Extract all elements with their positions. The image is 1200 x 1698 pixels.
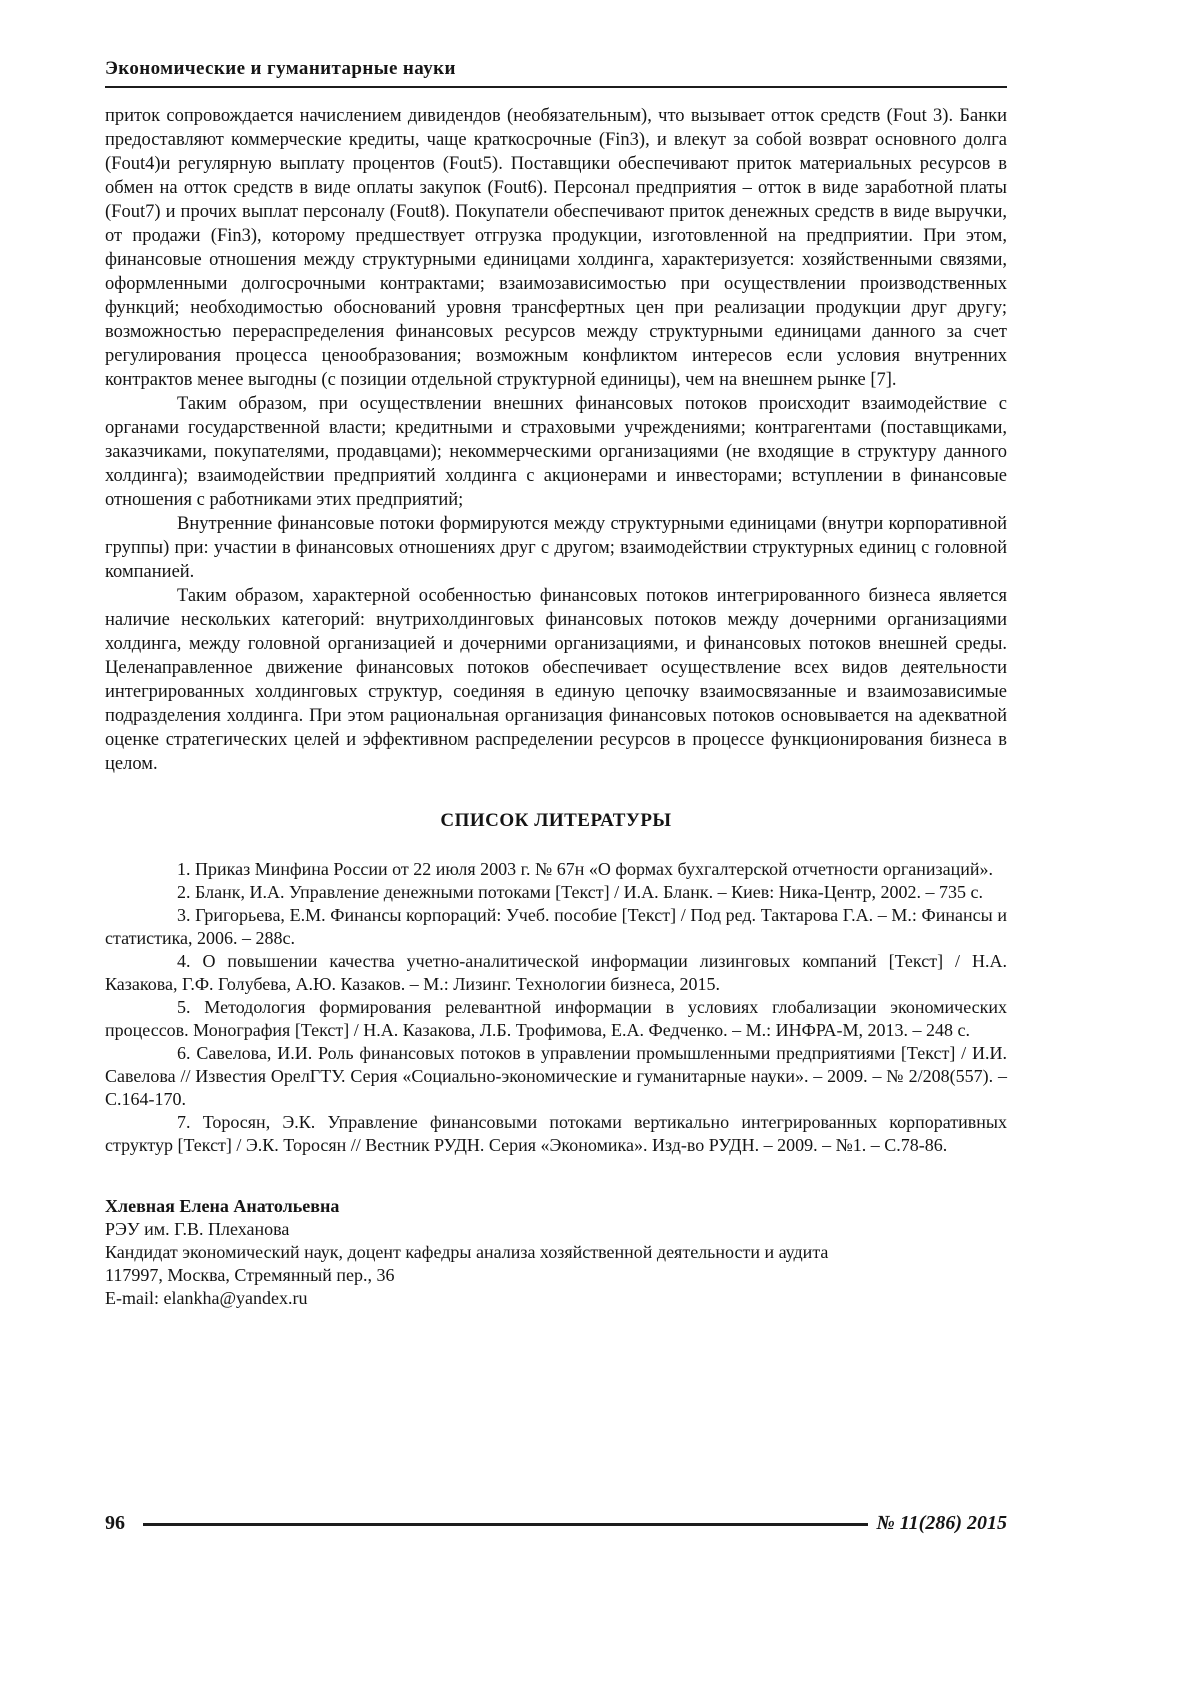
reference-item-2: 2. Бланк, И.А. Управление денежными потоками [Текст] / И.А. Бланк. – Киев: Ника-Центр, 2002. – 735 с. [177,882,983,902]
references-list [105,858,1007,1157]
body-paragraph-3: Внутренние финансовые потоки формируются между структурными единицами (внутри корпоративной группы) при: участии в финансовых отношениях друг с другом; взаимодействии структурных единиц с головной компанией. [105,514,1007,582]
body-paragraph-1: приток сопровождается начислением дивидендов (необязательным), что вызывает отток средств (Fout 3). Банки предоставляют коммерческие кредиты, чаще краткосрочные (Fin3), и влекут за собой возврат основного долга (Fout4)и регулярную выплату процентов (Fout5). Поставщики обеспечивают приток материальных ресурсов в обмен на отток средств в виде оплаты закупок (Fout6). Персонал предприятия – отток в виде заработной платы (Fout7) и прочих выплат персоналу (Fout8). Покупатели обеспечивают приток денежных средств в виде выручки, от продажи (Fin3), которому предшествует отгрузка продукции, изготовленной на предприятии. При этом, финансовые отношения между структурными единицами холдинга, характеризуется: хозяйственными связями, оформленными долгосрочными контрактами; взаимозависимостью при осуществлении производственных функций; необходимостью обоснований уровня трансфертных цен при реализации продукции друг другу; возможностью перераспределения финансовых ресурсов между структурными единицами данного за счет регулирования процесса ценообразования; возможным конфликтом интересов если условия внутренних контрактов менее выгодны (с позиции отдельной структурной единицы), чем на внешнем рынке [7]. [105,106,1007,390]
author-email: E-mail: elankha@yandex.ru [105,1288,308,1308]
reference-item-1: 1. Приказ Минфина России от 22 июля 2003 г. № 67н «О формах бухгалтерской отчетности организаций». [177,859,994,879]
author-block [105,1195,1007,1310]
reference-item-5: 5. Методология формирования релевантной информации в условиях глобализации экономических процессов. Монография [Текст] / Н.А. Казакова, Л.Б. Трофимова, Е.А. Федченко. – М.: ИНФРА-М, 2013. – 248 с. [105,997,1007,1040]
body-paragraph-4: Таким образом, характерной особенностью финансовых потоков интегрированного бизнеса является наличие нескольких категорий: внутрихолдинговых финансовых потоков между дочерними организациями холдинга, между головной организацией и дочерними организациями, и финансовых потоков внешней среды. Целенаправленное движение финансовых потоков обеспечивает осуществление всех видов деятельности интегрированных холдинговых структур, соединяя в единую цепочку взаимосвязанные и взаимозависимые подразделения холдинга. При этом рациональная организация финансовых потоков основывается на адекватной оценке стратегических целей и эффективном распределении ресурсов в процессе функционирования бизнеса в целом. [105,586,1007,774]
page-footer [105,1512,1007,1535]
reference-item-6: 6. Савелова, И.И. Роль финансовых потоков в управлении промышленными предприятиями [Текст] / И.И. Савелова // Известия ОрелГТУ. Серия «Социально-экономические и гуманитарные науки». – 2009. – № 2/208(557). – С.164-170. [105,1043,1007,1109]
page-number: 96 [105,1512,125,1534]
reference-item-7: 7. Торосян, Э.К. Управление финансовыми потоками вертикально интегрированных корпоративных структур [Текст] / Э.К. Торосян // Вестник РУДН. Серия «Экономика». Изд-во РУДН. – 2009. – №1. – С.78-86. [105,1112,1007,1155]
author-affiliation: РЭУ им. Г.В. Плеханова [105,1219,290,1239]
reference-item-3: 3. Григорьева, Е.М. Финансы корпораций: Учеб. пособие [Текст] / Под ред. Тактарова Г.А. – М.: Финансы и статистика, 2006. – 288с. [105,905,1007,948]
footer-rule [143,1523,868,1526]
issue-label: № 11(286) 2015 [876,1512,1007,1534]
journal-section-title: Экономические и гуманитарные науки [105,58,456,79]
article-body [105,104,1007,1310]
reference-item-4: 4. О повышении качества учетно-аналитической информации лизинговых компаний [Текст] / Н.А. Казакова, Г.Ф. Голубева, А.Ю. Казаков. – М.: Лизинг. Технологии бизнеса, 2015. [105,951,1007,994]
page-header [105,58,1007,88]
author-position: Кандидат экономический наук, доцент кафедры анализа хозяйственной деятельности и аудита [105,1242,829,1262]
author-address: 117997, Москва, Стремянный пер., 36 [105,1265,395,1285]
body-paragraph-2: Таким образом, при осуществлении внешних финансовых потоков происходит взаимодействие с органами государственной власти; кредитными и страховыми учреждениями; контрагентами (поставщиками, заказчиками, покупателями, продавцами); некоммерческими организациями (не входящие в структуру данного холдинга); взаимодействии предприятий холдинга с акционерами и инвесторами; вступлении в финансовые отношения с работниками этих предприятий; [105,394,1007,510]
author-name: Хлевная Елена Анатольевна [105,1196,340,1216]
references-heading: СПИСОК ЛИТЕРАТУРЫ [440,810,672,831]
